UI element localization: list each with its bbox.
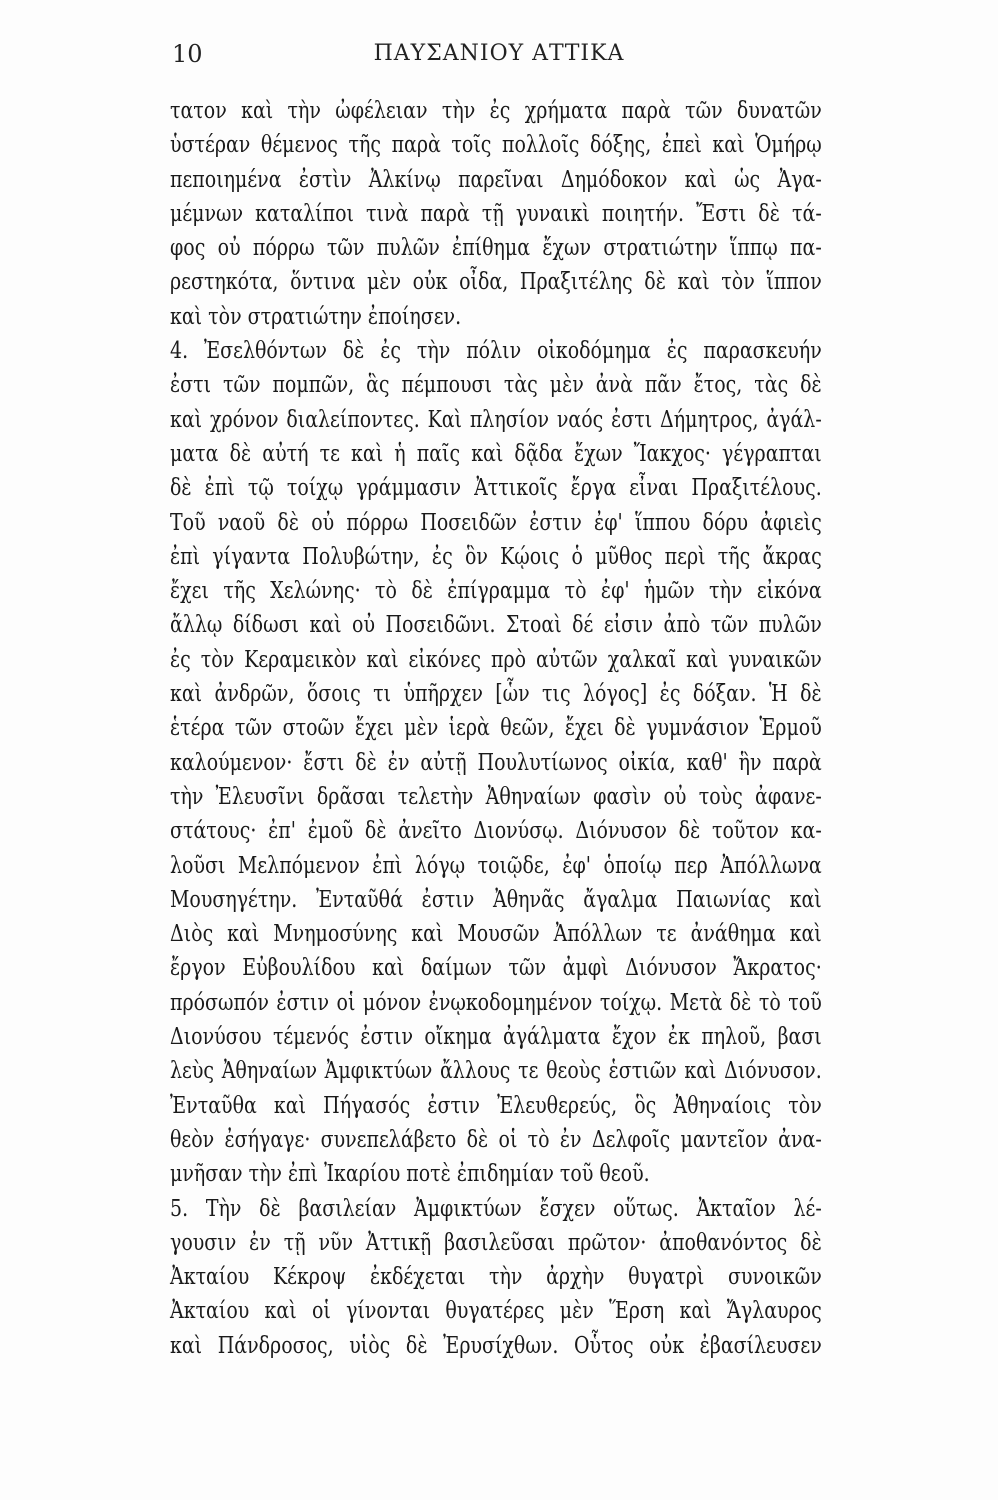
text-line: ρεστηκότα, ὅντινα μὲν οὐκ οἶδα, Πραξιτέλης δὲ καὶ τὸν ἵππον (170, 269, 822, 296)
text-line: Μουσηγέτην. Ἐνταῦθά ἐστιν Ἀθηνᾶς ἄγαλμα Παιωνίας καὶ (170, 886, 822, 913)
text-line: ἔργον Εὐβουλίδου καὶ δαίμων τῶν ἀμφὶ Διόνυσον Ἄκρατος· (170, 955, 822, 982)
text-line: ἑτέρα τῶν στοῶν ἔχει μὲν ἱερὰ θεῶν, ἔχει δὲ γυμνάσιον Ἑρμοῦ (170, 715, 822, 742)
text-line: ὑστέραν θέμενος τῆς παρὰ τοῖς πολλοῖς δόξης, ἐπεὶ καὶ Ὁμήρῳ (170, 132, 822, 159)
text-line: μνῆσαν τὴν ἐπὶ Ἰκαρίου ποτὲ ἐπιδημίαν τοῦ θεοῦ. (170, 1161, 650, 1188)
text-line: Τοῦ ναοῦ δὲ οὐ πόρρω Ποσειδῶν ἐστιν ἐφ' ἵππου δόρυ ἀφιεὶς (170, 509, 822, 536)
text-line: φος οὐ πόρρω τῶν πυλῶν ἐπίθημα ἔχων στρατιώτην ἵππῳ πα- (170, 235, 822, 262)
text-line: θεὸν ἐσήγαγε· συνεπελάβετο δὲ οἱ τὸ ἐν Δελφοῖς μαντεῖον ἀνα- (170, 1126, 822, 1153)
text-line: καὶ Πάνδροσος, υἱὸς δὲ Ἐρυσίχθων. Οὗτος οὐκ ἐβασίλευσεν (170, 1332, 822, 1359)
text-line: Διὸς καὶ Μνημοσύνης καὶ Μουσῶν Ἀπόλλων τε ἀνάθημα καὶ (170, 921, 822, 948)
text-line: Ἀκταίου Κέκροψ ἐκδέχεται τὴν ἀρχὴν θυγατρὶ συνοικῶν (170, 1264, 822, 1291)
text-line: δὲ ἐπὶ τῷ τοίχῳ γράμμασιν Ἀττικοῖς ἔργα εἶναι Πραξιτέλους. (170, 475, 822, 502)
text-line: Ἀκταίου καὶ οἱ γίνονται θυγατέρες μὲν Ἕρση καὶ Ἄγλαυρος (170, 1298, 822, 1325)
text-line: πρόσωπόν ἐστιν οἱ μόνον ἐνῳκοδομημένον τοίχῳ. Μετὰ δὲ τὸ τοῦ (170, 989, 822, 1016)
text-line: ἐστι τῶν πομπῶν, ἃς πέμπουσι τὰς μὲν ἀνὰ πᾶν ἔτος, τὰς δὲ (170, 372, 822, 399)
text-line: ἐπὶ γίγαντα Πολυβώτην, ἐς ὃν Κῴοις ὁ μῦθος περὶ τῆς ἄκρας (170, 543, 822, 570)
text-line: ἔχει τῆς Χελώνης· τὸ δὲ ἐπίγραμμα τὸ ἐφ' ἡμῶν τὴν εἰκόνα (170, 578, 822, 605)
text-line: ἐς τὸν Κεραμεικὸν καὶ εἰκόνες πρὸ αὐτῶν χαλκαῖ καὶ γυναικῶν (170, 646, 822, 673)
text-line: τὴν Ἐλευσῖνι δρᾶσαι τελετὴν Ἀθηναίων φασὶν οὐ τοὺς ἀφανε- (170, 783, 822, 810)
text-line: 5. Τὴν δὲ βασιλείαν Ἀμφικτύων ἔσχεν οὕτως. Ἀκταῖον λέ- (170, 1195, 822, 1222)
text-line: στάτους· ἐπ' ἐμοῦ δὲ ἀνεῖτο Διονύσῳ. Διόνυσον δὲ τοῦτον κα- (170, 818, 822, 845)
text-line: καὶ χρόνον διαλείποντες. Καὶ πλησίον ναός ἐστι Δήμητρος, ἀγάλ- (170, 406, 822, 433)
text-line: καλούμενον· ἔστι δὲ ἐν αὐτῇ Πουλυτίωνος οἰκία, καθ' ἣν παρὰ (170, 749, 822, 776)
text-line: γουσιν ἐν τῇ νῦν Ἀττικῇ βασιλεῦσαι πρῶτον· ἀποθανόντος δὲ (170, 1229, 822, 1256)
running-title: ΠΑΥΣΑΝΙΟΥ ΑΤΤΙΚΑ (373, 41, 625, 66)
text-line: καὶ ἀνδρῶν, ὅσοις τι ὑπῆρχεν [ὧν τις λόγος] ἐς δόξαν. Ἡ δὲ (170, 681, 822, 708)
text-line: Διονύσου τέμενός ἐστιν οἴκημα ἀγάλματα ἔχον ἐκ πηλοῦ, βασι (170, 1024, 822, 1051)
text-line: ματα δὲ αὐτή τε καὶ ἡ παῖς καὶ δᾷδα ἔχων Ἴακχος· γέγραπται (170, 440, 822, 467)
text-line: 4. Ἐσελθόντων δὲ ἐς τὴν πόλιν οἰκοδόμημα ἐς παρασκευήν (170, 338, 822, 365)
text-line: λοῦσι Μελπόμενον ἐπὶ λόγῳ τοιῷδε, ἐφ' ὁποίῳ περ Ἀπόλλωνα (170, 852, 822, 879)
text-line: τατον καὶ τὴν ὠφέλειαν τὴν ἐς χρήματα παρὰ τῶν δυνατῶν (170, 98, 822, 124)
text-line: Ἐνταῦθα καὶ Πήγασός ἐστιν Ἐλευθερεύς, ὃς Ἀθηναίοις τὸν (170, 1092, 822, 1119)
page-header (172, 38, 826, 78)
text-line: καὶ τὸν στρατιώτην ἐποίησεν. (170, 303, 462, 330)
text-line: μέμνων καταλίποι τινὰ παρὰ τῇ γυναικὶ ποιητήν. Ἔστι δὲ τά- (170, 200, 822, 227)
text-line: ἄλλῳ δίδωσι καὶ οὐ Ποσειδῶνι. Στοαὶ δέ εἰσιν ἀπὸ τῶν πυλῶν (170, 612, 822, 639)
body-text (170, 94, 822, 1363)
text-line: πεποιημένα ἐστὶν Ἀλκίνῳ παρεῖναι Δημόδοκον καὶ ὡς Ἀγα- (170, 166, 822, 193)
page-number: 10 (172, 40, 203, 68)
text-line: λεὺς Ἀθηναίων Ἀμφικτύων ἄλλους τε θεοὺς ἑστιῶν καὶ Διόνυσον. (170, 1058, 822, 1085)
